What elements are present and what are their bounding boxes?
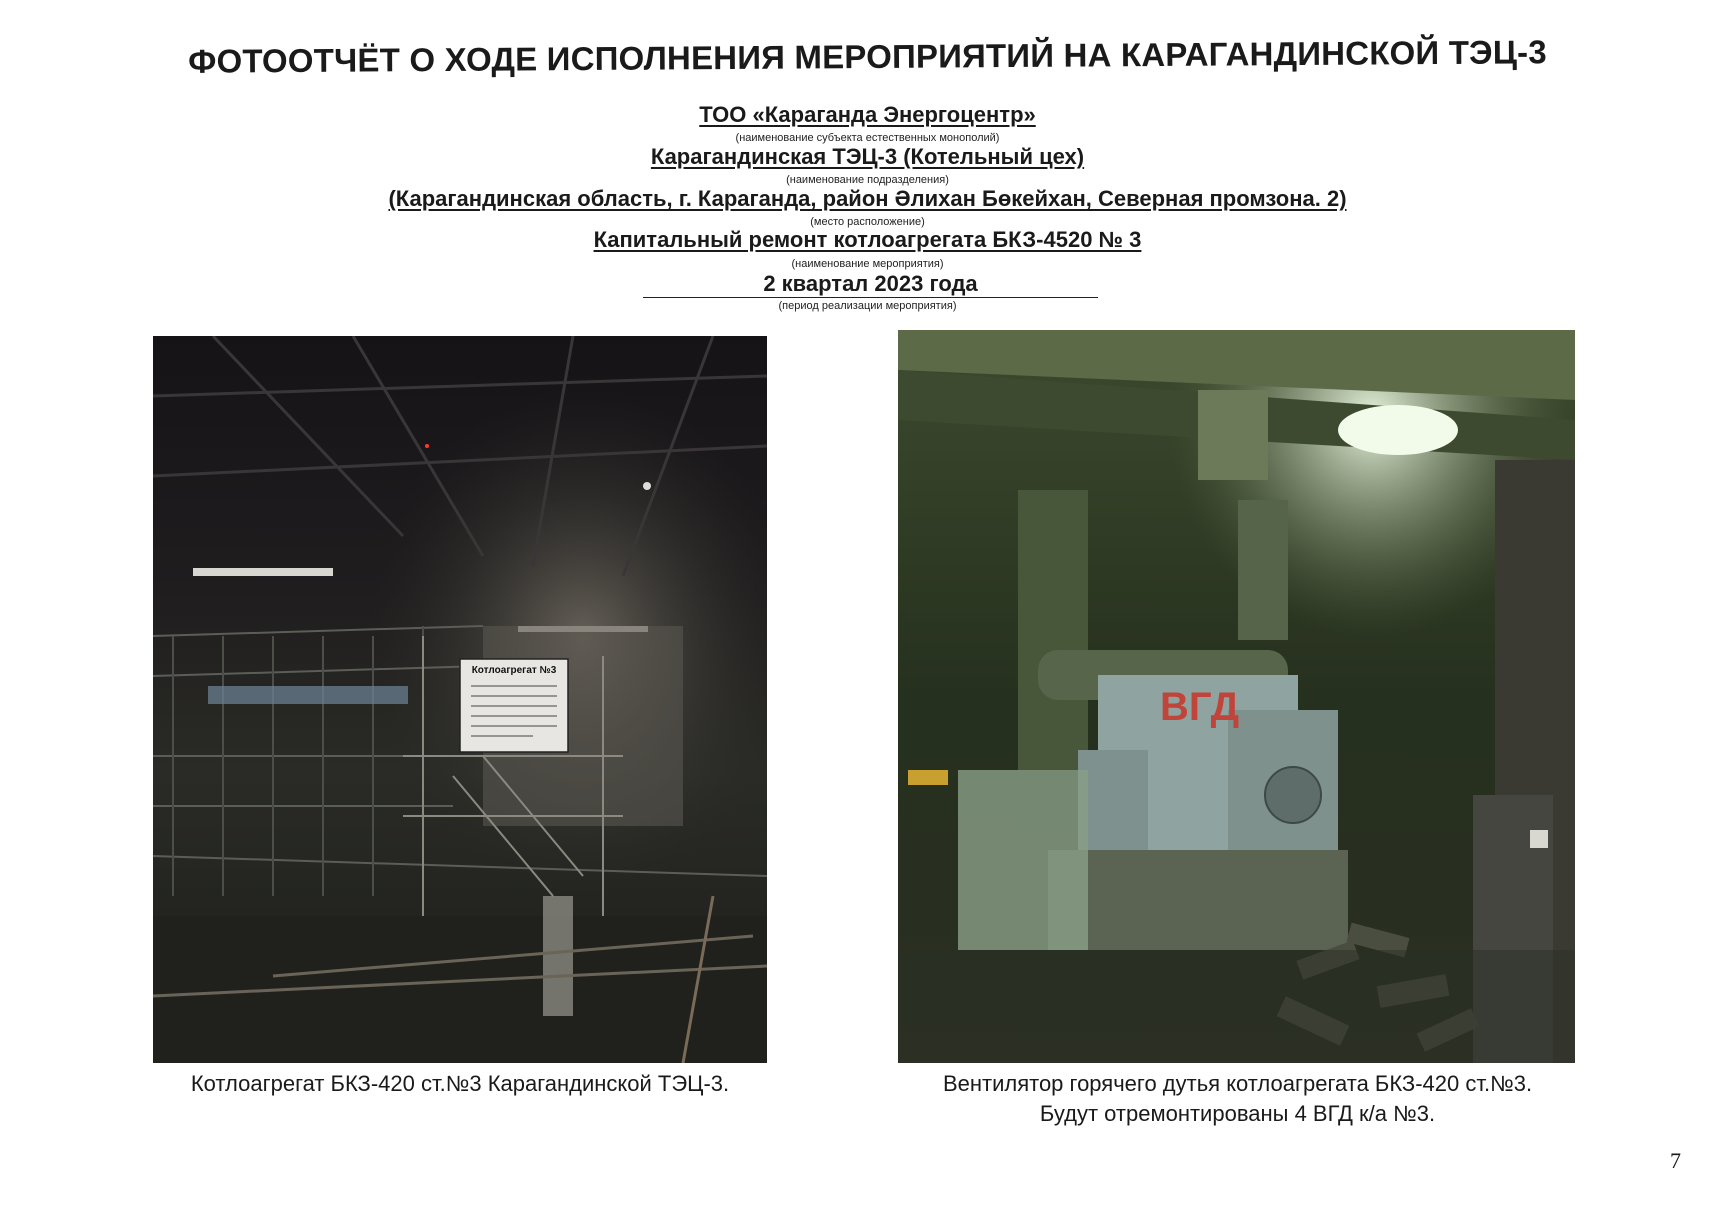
fan-photo <box>898 330 1575 1063</box>
location: (Карагандинская область, г. Караганда, район Әлихан Бөкейхан, Северная промзона. 2) <box>388 186 1347 211</box>
location-hint: (место расположение) <box>810 216 925 228</box>
sign-title: Котлоагрегат №3 <box>471 665 557 676</box>
boiler-photo <box>153 336 767 1063</box>
activity-hint: (наименование мероприятия) <box>791 258 944 270</box>
motor-label: ВГД <box>1160 685 1240 729</box>
entity-hint: (наименование субъекта естественных монополий) <box>735 132 1000 144</box>
fan-caption-line1: Вентилятор горячего дутья котлоагрегата БКЗ-420 ст.№3. <box>942 1071 1533 1096</box>
period: 2 квартал 2023 года <box>643 271 1098 298</box>
page-number: 7 <box>1670 1148 1681 1173</box>
period-hint: (период реализации мероприятия) <box>778 300 957 312</box>
division-name: Карагандинская ТЭЦ-3 (Котельный цех) <box>650 144 1085 169</box>
activity-name: Капитальный ремонт котлоагрегата БКЗ-4520 № 3 <box>593 227 1142 252</box>
boiler-sign <box>460 659 568 752</box>
division-hint: (наименование подразделения) <box>786 174 949 186</box>
boiler-caption: Котлоагрегат БКЗ-420 ст.№3 Карагандинской ТЭЦ-3. <box>190 1071 730 1096</box>
entity-name: ТОО «Караганда Энергоцентр» <box>699 102 1036 127</box>
page-title: ФОТООТЧЁТ О ХОДЕ ИСПОЛНЕНИЯ МЕРОПРИЯТИЙ НА КАРАГАНДИНСКОЙ ТЭЦ-3 <box>188 33 1547 80</box>
fan-caption-line2: Будут отремонтированы 4 ВГД к/а №3. <box>1039 1101 1436 1126</box>
